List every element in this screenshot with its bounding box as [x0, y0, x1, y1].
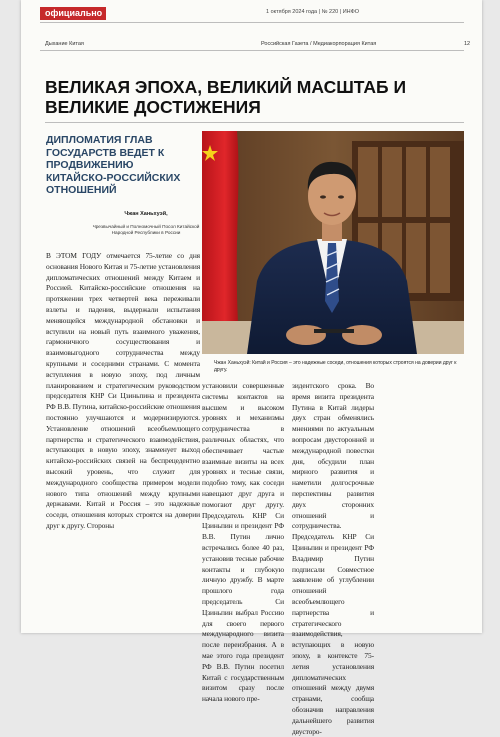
article-subhead: ДИПЛОМАТИЯ ГЛАВ ГОСУДАРСТВ ВЕДЕТ К ПРОДВИЖЕНИЮ КИТАЙСКО-РОССИЙСКИХ ОТНОШЕНИЙ: [46, 134, 181, 196]
article-column-1: [46, 251, 200, 532]
headline-rule: [45, 122, 464, 123]
author-position: Чрезвычайный и Полномочный Посол Китайской Народной Республики в России: [92, 224, 200, 235]
publication-name: Российская Газета / Медиакорпорация Китая: [261, 41, 377, 47]
column-1-text: В ЭТОМ ГОДУ отмечается 75-летие со дня основания Нового Китая и 75-летие установления дипломатических отношений между Китаем и Россией. Китайско-российские отношения на протяжении трех четвертей века переживали взлеты и падения, выдержали испытания меняющейся международной обстановки и вступили на новый путь взаимного уважения, гармоничного сосуществования и взаимовыгодного сотрудничества между крупными и соседними странами. С момента вступления в новую эпоху, под личным планированием и стратегическим руководством председателя КНР Си Цзиньпина и президента РФ В.В. Путина, китайско-российские отношения постоянно улучшаются и модернизируются. Установление отношений всеобъемлющего партнерства и стратегического взаимодействия, вступающих в новую эпоху, знаменует выход китайско-российских связей на беспрецедентно высокий уровень, что служит для международного сообщества примером модели нового типа отношений между крупными державами. Китай и Россия – это надежные соседи, отношения которых строятся на доверии друг к другу. Стороны: [46, 251, 200, 530]
header-rule: [40, 22, 464, 23]
ambassador-photo: [202, 131, 464, 354]
rubric-label: Дыхание Китая: [45, 41, 84, 47]
newspaper-page: [21, 0, 482, 736]
portrait-illustration: [202, 131, 464, 354]
subheader-rule: [40, 50, 464, 51]
column-2-text: установили совершенные системы контактов на высшем и высоком уровнях и механизмы сотрудничества в различных областях, что обеспечивает частые взаимные визиты на всех уровнях и тесные связи, подобно тому, как соседи навещают друг друга и помогают друг другу. Председатель КНР Си Цзиньпин и президент РФ В.В. Путин лично встречались более 40 раз, установив тесные рабочие контакты и глубокую личную дружбу. В марте прошлого года председатель Си Цзиньпин выбрал Россию для своего первого международного визита после переизбрания. А в мае этого года президент РФ В.В. Путин посетил Китай с государственным визитом сразу после начала нового пре-: [202, 381, 284, 704]
author-name: Чжан Ханьхуэй,: [124, 211, 168, 217]
article-headline: ВЕЛИКАЯ ЭПОХА, ВЕЛИКИЙ МАСШТАБ И ВЕЛИКИЕ ДОСТИЖЕНИЯ: [45, 77, 407, 117]
page-number: 12: [464, 41, 471, 47]
article-column-2: [202, 381, 284, 705]
column-3-text: зидентского срока. Во время визита президента Путина в Китай лидеры двух стран обменялись мнениями по актуальным вопросам двусторонней и международной повестки дня, обсудили план мирного развития и наметили долгосрочные перспективы развития двух сторонних отношений и сотрудничества. Председатель КНР Си Цзиньпин и президент РФ Владимир Путин подписали Совместное заявление об углублении отношений всеобъемлющего партнерства и стратегического взаимодействия, вступающих в новую эпоху, в контексте 75-летия установления дипломатических отношений между двумя странами, сообща обозначив направления дальнейшего развития двусторо-: [292, 381, 374, 736]
section-tag: официально: [40, 7, 106, 20]
photo-caption: Чжан Ханьхуэй: Китай и Россия – это надежные соседи, отношения которых строятся на доверии друг к другу.: [214, 360, 457, 373]
article-column-3: [292, 381, 374, 737]
issue-date: 1 октября 2024 года | № 220 | ИНФО: [266, 9, 360, 15]
